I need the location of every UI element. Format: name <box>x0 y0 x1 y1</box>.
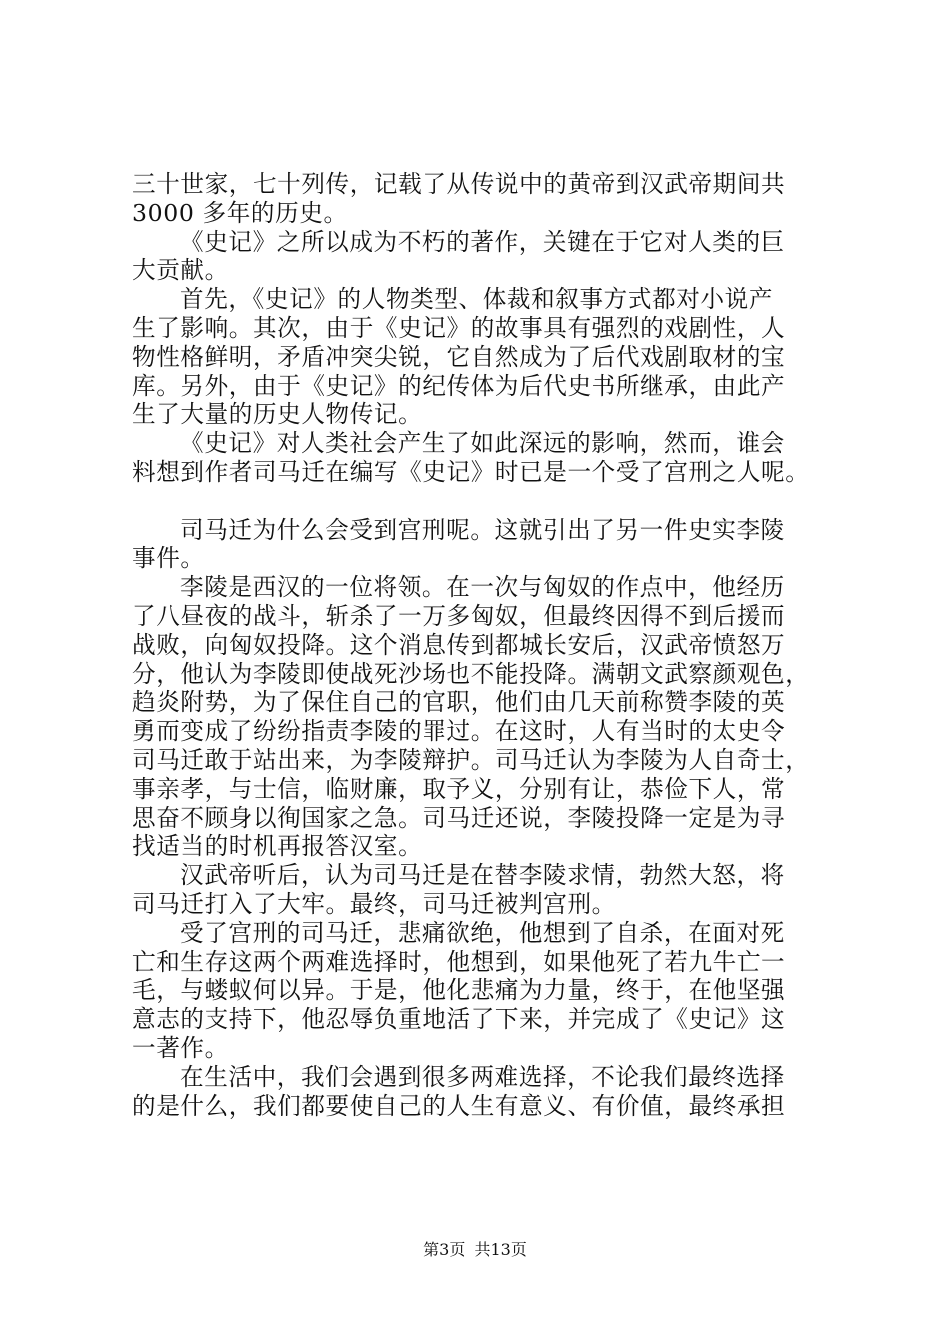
text-line: 生了大量的历史人物传记。 <box>132 400 423 429</box>
text-line: 司马迁为什么会受到宫刑呢。这就引出了另一件史实李陵 <box>180 515 785 544</box>
text-line: 毛，与蝼蚁何以异。于是，他化悲痛为力量，终于，在他坚强 <box>132 976 786 1005</box>
text-line: 事件。 <box>132 544 205 573</box>
text-line: 料想到作者司马迁在编写《史记》时已是一个受了宫刑之人呢。 <box>132 457 810 486</box>
page-footer <box>0 1240 950 1260</box>
text-line: 《史记》之所以成为不朽的著作，关键在于它对人类的巨 <box>180 227 785 256</box>
text-line: 汉武帝听后，认为司马迁是在替李陵求情，勃然大怒，将 <box>180 861 785 890</box>
text-line: 找适当的时机再报答汉室。 <box>132 832 423 861</box>
text-line: 李陵是西汉的一位将领。在一次与匈奴的作点中，他经历 <box>180 573 785 602</box>
text-line: 战败，向匈奴投降。这个消息传到都城长安后，汉武帝愤怒万 <box>132 630 786 659</box>
text-line: 意志的支持下，他忍辱负重地活了下来，并完成了《史记》这 <box>132 1005 786 1034</box>
page-number: 第3页 <box>423 1240 466 1259</box>
text-line: 勇而变成了纷纷指责李陵的罪过。在这时，人有当时的太史令 <box>132 717 786 746</box>
text-line: 司马迁敢于站出来，为李陵辩护。司马迁认为李陵为人自奇士， <box>132 745 810 774</box>
text-line: 库。另外，由于《史记》的纪传体为后代史书所继承，由此产 <box>132 371 786 400</box>
text-line: 分，他认为李陵即使战死沙场也不能投降。满朝文武察颜观色， <box>132 659 810 688</box>
text-line: 趋炎附势，为了保住自己的官职，他们由几天前称赞李陵的英 <box>132 688 786 717</box>
text-line: 司马迁打入了大牢。最终，司马迁被判宫刑。 <box>132 889 616 918</box>
text-line: 在生活中，我们会遇到很多两难选择，不论我们最终选择 <box>180 1062 785 1091</box>
text-line: 亡和生存这两个两难选择时，他想到，如果他死了若九牛亡一 <box>132 947 786 976</box>
text-line: 3000 多年的历史。 <box>132 198 348 227</box>
text-line: 大贡献。 <box>132 256 229 285</box>
body-text <box>132 170 822 1120</box>
text-line: 事亲孝，与士信，临财廉，取予义，分别有让，恭俭下人，常 <box>132 774 786 803</box>
text-line: 首先，《史记》的人物类型、体裁和叙事方式都对小说产 <box>180 285 774 314</box>
text-line: 生了影响。其次，由于《史记》的故事具有强烈的戏剧性，人 <box>132 313 786 342</box>
paragraph-gap <box>132 487 822 516</box>
text-line: 了八昼夜的战斗，斩杀了一万多匈奴，但最终因得不到后援而 <box>132 601 786 630</box>
page-total: 共13页 <box>474 1240 527 1259</box>
text-line: 一著作。 <box>132 1033 229 1062</box>
text-line: 三十世家，七十列传，记载了从传说中的黄帝到汉武帝期间共 <box>132 170 786 198</box>
text-line: 《史记》对人类社会产生了如此深远的影响，然而，谁会 <box>180 429 785 458</box>
text-line: 思奋不顾身以徇国家之急。司马迁还说，李陵投降一定是为寻 <box>132 803 786 832</box>
text-line: 物性格鲜明，矛盾冲突尖锐，它自然成为了后代戏剧取材的宝 <box>132 342 786 371</box>
text-line: 受了宫刑的司马迁，悲痛欲绝，他想到了自杀，在面对死 <box>180 918 785 947</box>
text-line: 的是什么，我们都要使自己的人生有意义、有价值，最终承担 <box>132 1091 786 1120</box>
